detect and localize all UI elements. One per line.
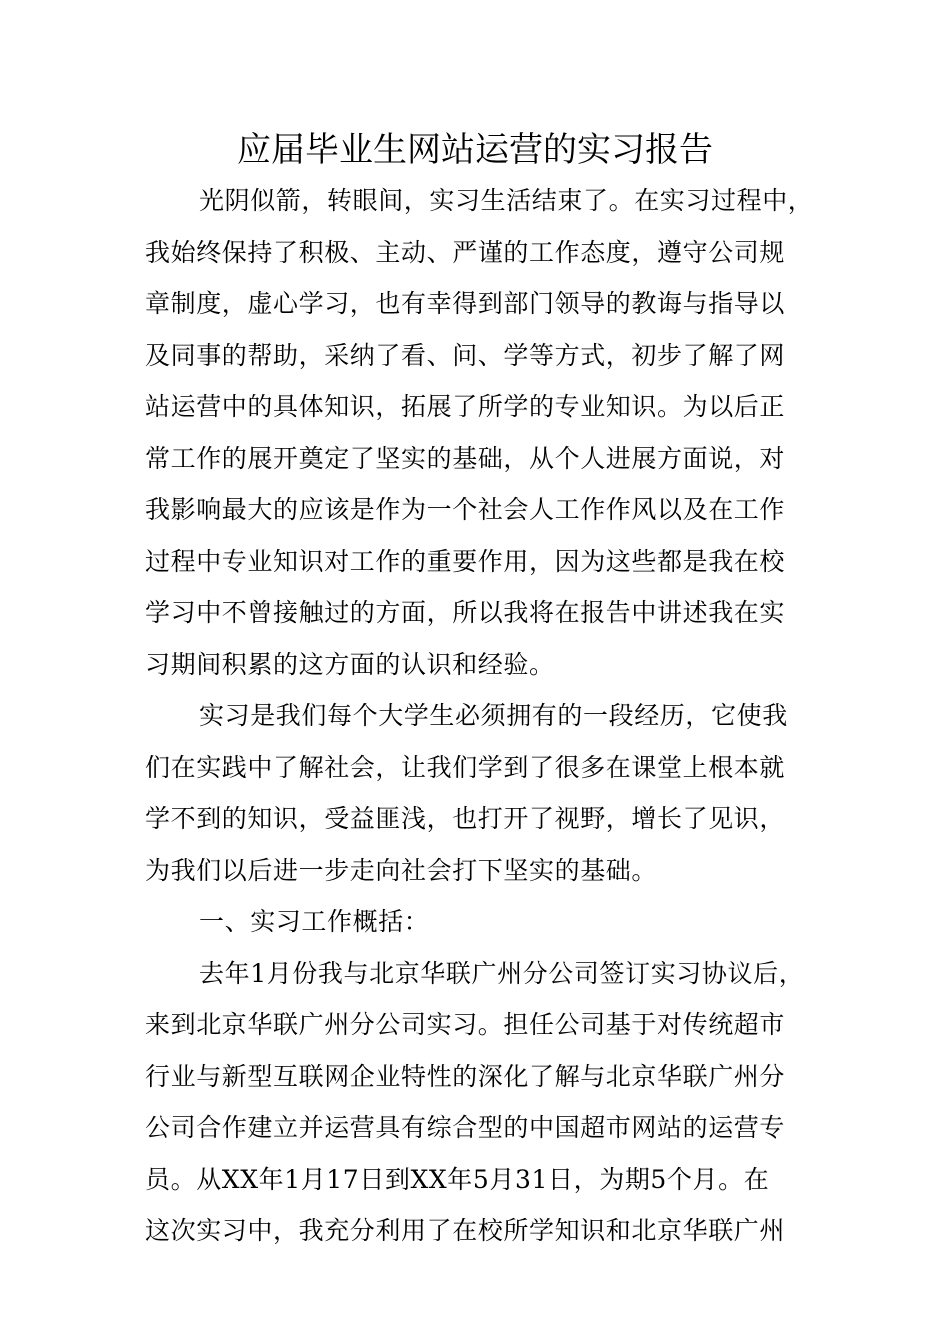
body-line: 学习中不曾接触过的方面，所以我将在报告中讲述我在实 (145, 598, 786, 627)
body-line: 我始终保持了积极、主动、严谨的工作态度，遵守公司规 (145, 237, 786, 267)
body-line: 行业与新型互联网企业特性的深化了解与北京华联广州分 (145, 1061, 786, 1091)
body-line: 站运营中的具体知识，拓展了所学的专业知识。为以后正 (145, 392, 786, 421)
body-line: 习期间积累的这方面的认识和经验。 (145, 649, 555, 679)
document-title: 应届毕业生网站运营的实习报告 (237, 130, 713, 170)
body-line: 章制度，虚心学习，也有幸得到部门领导的教诲与指导以 (145, 289, 786, 318)
body-line: 公司合作建立并运营具有综合型的中国超市网站的运营专 (145, 1113, 786, 1142)
body-line: 这次实习中，我充分利用了在校所学知识和北京华联广州 (145, 1216, 786, 1245)
body-line: 学不到的知识，受益匪浅，也打开了视野，增长了见识， (145, 804, 786, 833)
body-line: 常工作的展开奠定了坚实的基础，从个人进展方面说，对 (145, 443, 786, 473)
body-line: 及同事的帮助，采纳了看、问、学等方式，初步了解了网 (145, 340, 786, 370)
body-line: 一、实习工作概括： (199, 907, 430, 936)
body-line: 们在实践中了解社会，让我们学到了很多在课堂上根本就 (145, 752, 786, 782)
body-line: 去年1月份我与北京华联广州分公司签订实习协议后， (199, 958, 805, 988)
body-line: 实习是我们每个大学生必须拥有的一段经历，它使我 (199, 701, 788, 730)
body-line: 光阴似箭，转眼间，实习生活结束了。在实习过程中， (199, 186, 814, 215)
body-line: 过程中专业知识对工作的重要作用，因为这些都是我在校 (145, 546, 786, 576)
body-line: 来到北京华联广州分公司实习。担任公司基于对传统超市 (145, 1010, 786, 1039)
body-line: 员。从XX年1月17日到XX年5月31日，为期5个月。在 (145, 1164, 770, 1194)
body-line: 为我们以后进一步走向社会打下坚实的基础。 (145, 855, 658, 885)
body-line: 我影响最大的应该是作为一个社会人工作作风以及在工作 (145, 495, 786, 524)
document-body (145, 175, 814, 1257)
